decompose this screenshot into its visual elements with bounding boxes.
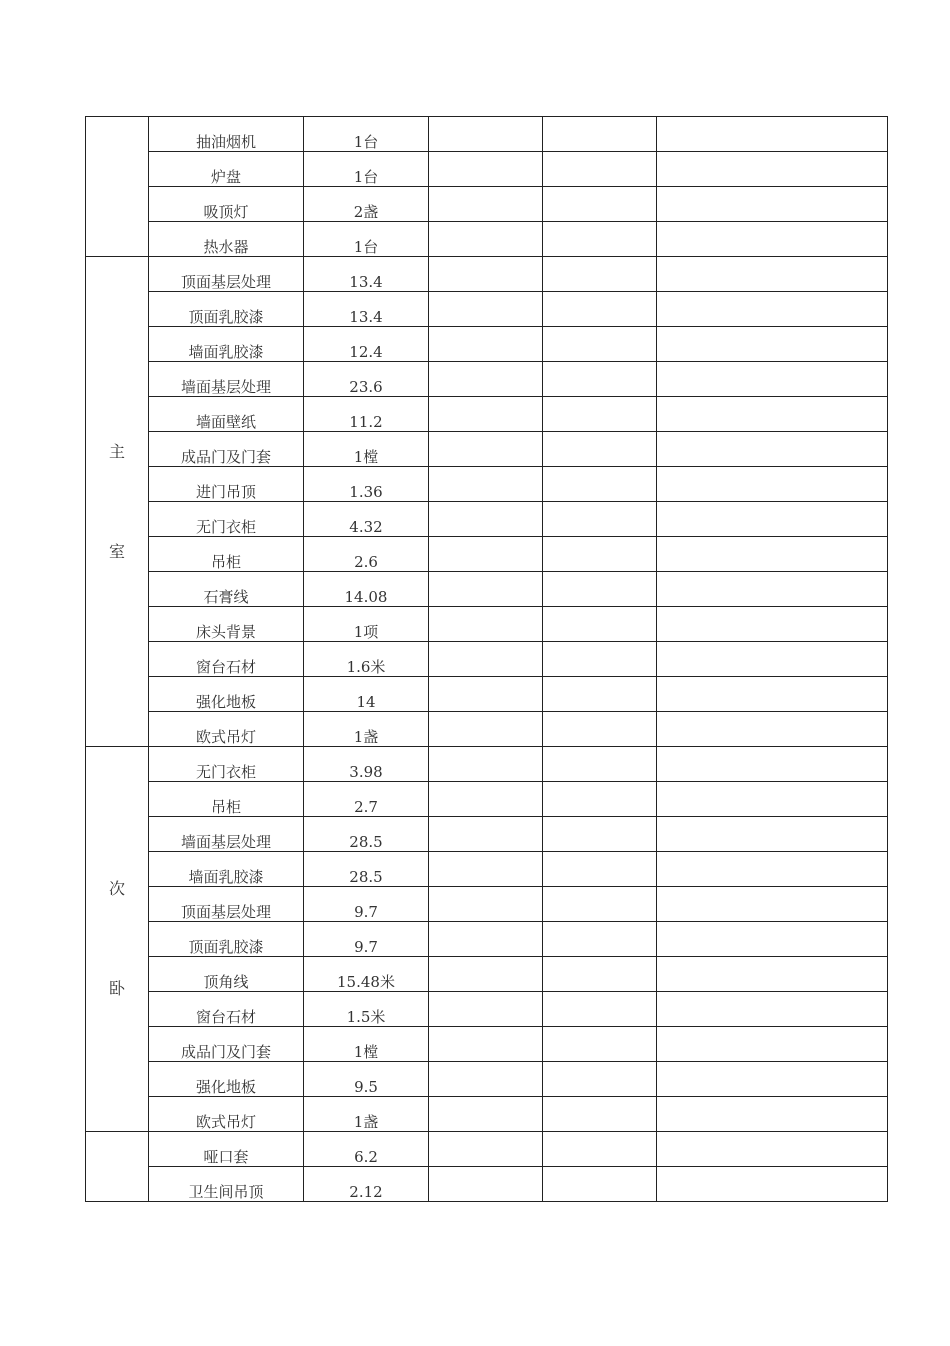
table-row (86, 922, 888, 957)
qty-cell: 6.2 (304, 1132, 429, 1167)
item-cell: 无门衣柜 (149, 747, 304, 782)
qty-cell: 15.48米 (304, 957, 429, 992)
item-cell: 成品门及门套 (149, 432, 304, 467)
empty-cell (543, 117, 657, 152)
item-cell: 窗台石材 (149, 642, 304, 677)
empty-cell (657, 257, 888, 292)
empty-cell (543, 712, 657, 747)
empty-cell (429, 467, 543, 502)
empty-cell (543, 362, 657, 397)
item-cell: 墙面乳胶漆 (149, 852, 304, 887)
empty-cell (429, 817, 543, 852)
empty-cell (657, 327, 888, 362)
empty-cell (657, 852, 888, 887)
item-cell: 吊柜 (149, 782, 304, 817)
qty-cell: 13.4 (304, 257, 429, 292)
item-cell: 成品门及门套 (149, 1027, 304, 1062)
qty-cell: 1樘 (304, 1027, 429, 1062)
empty-cell (657, 1132, 888, 1167)
empty-cell (543, 782, 657, 817)
qty-cell: 1台 (304, 222, 429, 257)
item-cell: 墙面基层处理 (149, 362, 304, 397)
empty-cell (657, 747, 888, 782)
item-cell: 欧式吊灯 (149, 712, 304, 747)
table-row (86, 887, 888, 922)
table-row (86, 187, 888, 222)
empty-cell (657, 642, 888, 677)
qty-cell: 12.4 (304, 327, 429, 362)
table-row (86, 1027, 888, 1062)
item-cell: 顶角线 (149, 957, 304, 992)
empty-cell (429, 1132, 543, 1167)
empty-cell (429, 1097, 543, 1132)
empty-cell (429, 1167, 543, 1202)
qty-cell: 9.7 (304, 922, 429, 957)
empty-cell (543, 1167, 657, 1202)
empty-cell (429, 222, 543, 257)
table-row (86, 432, 888, 467)
item-cell: 炉盘 (149, 152, 304, 187)
table-row (86, 292, 888, 327)
empty-cell (543, 1132, 657, 1167)
table-row (86, 992, 888, 1027)
item-cell: 哑口套 (149, 1132, 304, 1167)
table-row (86, 607, 888, 642)
item-cell: 顶面乳胶漆 (149, 922, 304, 957)
qty-cell: 9.7 (304, 887, 429, 922)
qty-cell: 1樘 (304, 432, 429, 467)
empty-cell (543, 292, 657, 327)
table-row (86, 397, 888, 432)
qty-cell: 1盏 (304, 1097, 429, 1132)
empty-cell (543, 467, 657, 502)
room-cell-second (86, 747, 149, 1132)
table-row (86, 1167, 888, 1202)
empty-cell (543, 152, 657, 187)
empty-cell (543, 957, 657, 992)
empty-cell (657, 817, 888, 852)
table-row (86, 502, 888, 537)
qty-cell: 2.6 (304, 537, 429, 572)
qty-cell: 28.5 (304, 817, 429, 852)
empty-cell (429, 362, 543, 397)
table-row (86, 782, 888, 817)
empty-cell (543, 852, 657, 887)
empty-cell (657, 187, 888, 222)
empty-cell (429, 537, 543, 572)
item-cell: 墙面基层处理 (149, 817, 304, 852)
empty-cell (429, 117, 543, 152)
table-row (86, 222, 888, 257)
qty-cell: 2.12 (304, 1167, 429, 1202)
room-cell-master (86, 257, 149, 747)
empty-cell (657, 782, 888, 817)
empty-cell (657, 887, 888, 922)
item-cell: 抽油烟机 (149, 117, 304, 152)
empty-cell (543, 502, 657, 537)
empty-cell (543, 222, 657, 257)
qty-cell: 13.4 (304, 292, 429, 327)
empty-cell (543, 572, 657, 607)
empty-cell (657, 1062, 888, 1097)
qty-cell: 1台 (304, 152, 429, 187)
empty-cell (543, 642, 657, 677)
item-cell: 顶面乳胶漆 (149, 292, 304, 327)
empty-cell (657, 572, 888, 607)
empty-cell (543, 187, 657, 222)
table-row (86, 327, 888, 362)
qty-cell: 9.5 (304, 1062, 429, 1097)
empty-cell (657, 957, 888, 992)
table-row (86, 1132, 888, 1167)
empty-cell (429, 1062, 543, 1097)
empty-cell (543, 887, 657, 922)
table-row (86, 152, 888, 187)
qty-cell: 1盏 (304, 712, 429, 747)
empty-cell (657, 467, 888, 502)
table-row (86, 362, 888, 397)
material-table (85, 116, 888, 1202)
empty-cell (429, 152, 543, 187)
room-label-master: 主室 (108, 441, 125, 561)
qty-cell: 1项 (304, 607, 429, 642)
room-label-second: 次卧 (108, 879, 125, 998)
empty-cell (429, 432, 543, 467)
empty-cell (543, 817, 657, 852)
empty-cell (543, 397, 657, 432)
item-cell: 热水器 (149, 222, 304, 257)
empty-cell (429, 957, 543, 992)
item-cell: 无门衣柜 (149, 502, 304, 537)
empty-cell (657, 537, 888, 572)
table-row (86, 572, 888, 607)
empty-cell (657, 362, 888, 397)
item-cell: 欧式吊灯 (149, 1097, 304, 1132)
table-row (86, 712, 888, 747)
item-cell: 强化地板 (149, 677, 304, 712)
empty-cell (429, 712, 543, 747)
empty-cell (657, 1097, 888, 1132)
empty-cell (657, 712, 888, 747)
empty-cell (543, 1062, 657, 1097)
empty-cell (657, 1027, 888, 1062)
table-row (86, 1062, 888, 1097)
empty-cell (657, 1167, 888, 1202)
room-cell-kitchen (86, 117, 149, 257)
empty-cell (657, 922, 888, 957)
qty-cell: 1.5米 (304, 992, 429, 1027)
qty-cell: 3.98 (304, 747, 429, 782)
empty-cell (429, 992, 543, 1027)
empty-cell (657, 152, 888, 187)
empty-cell (429, 1027, 543, 1062)
table-row (86, 117, 888, 152)
empty-cell (543, 992, 657, 1027)
item-cell: 吊柜 (149, 537, 304, 572)
empty-cell (657, 677, 888, 712)
empty-cell (429, 747, 543, 782)
table-row (86, 957, 888, 992)
empty-cell (429, 887, 543, 922)
table-row (86, 467, 888, 502)
empty-cell (543, 607, 657, 642)
empty-cell (657, 992, 888, 1027)
empty-cell (429, 187, 543, 222)
empty-cell (657, 502, 888, 537)
empty-cell (543, 747, 657, 782)
item-cell: 顶面基层处理 (149, 257, 304, 292)
empty-cell (429, 257, 543, 292)
item-cell: 进门吊顶 (149, 467, 304, 502)
item-cell: 强化地板 (149, 1062, 304, 1097)
empty-cell (543, 537, 657, 572)
empty-cell (543, 327, 657, 362)
empty-cell (429, 922, 543, 957)
qty-cell: 11.2 (304, 397, 429, 432)
empty-cell (543, 432, 657, 467)
table-row (86, 642, 888, 677)
qty-cell: 14 (304, 677, 429, 712)
empty-cell (543, 677, 657, 712)
table-row (86, 1097, 888, 1132)
qty-cell: 2.7 (304, 782, 429, 817)
item-cell: 墙面乳胶漆 (149, 327, 304, 362)
empty-cell (429, 327, 543, 362)
table-body (86, 117, 888, 1202)
empty-cell (657, 222, 888, 257)
empty-cell (429, 502, 543, 537)
empty-cell (429, 677, 543, 712)
qty-cell: 28.5 (304, 852, 429, 887)
empty-cell (543, 922, 657, 957)
table-row (86, 257, 888, 292)
item-cell: 石膏线 (149, 572, 304, 607)
qty-cell: 14.08 (304, 572, 429, 607)
empty-cell (543, 1097, 657, 1132)
empty-cell (429, 572, 543, 607)
empty-cell (429, 397, 543, 432)
item-cell: 吸顶灯 (149, 187, 304, 222)
empty-cell (429, 607, 543, 642)
table-row (86, 537, 888, 572)
empty-cell (543, 1027, 657, 1062)
item-cell: 卫生间吊顶 (149, 1167, 304, 1202)
empty-cell (657, 607, 888, 642)
room-cell-misc (86, 1132, 149, 1202)
item-cell: 顶面基层处理 (149, 887, 304, 922)
item-cell: 床头背景 (149, 607, 304, 642)
item-cell: 窗台石材 (149, 992, 304, 1027)
empty-cell (657, 117, 888, 152)
qty-cell: 1.36 (304, 467, 429, 502)
empty-cell (543, 257, 657, 292)
empty-cell (429, 642, 543, 677)
table-row (86, 677, 888, 712)
qty-cell: 1.6米 (304, 642, 429, 677)
item-cell: 墙面壁纸 (149, 397, 304, 432)
qty-cell: 1台 (304, 117, 429, 152)
table-row (86, 747, 888, 782)
empty-cell (429, 852, 543, 887)
empty-cell (429, 782, 543, 817)
qty-cell: 23.6 (304, 362, 429, 397)
table-row (86, 852, 888, 887)
empty-cell (429, 292, 543, 327)
empty-cell (657, 397, 888, 432)
table-row (86, 817, 888, 852)
qty-cell: 4.32 (304, 502, 429, 537)
empty-cell (657, 432, 888, 467)
empty-cell (657, 292, 888, 327)
qty-cell: 2盏 (304, 187, 429, 222)
